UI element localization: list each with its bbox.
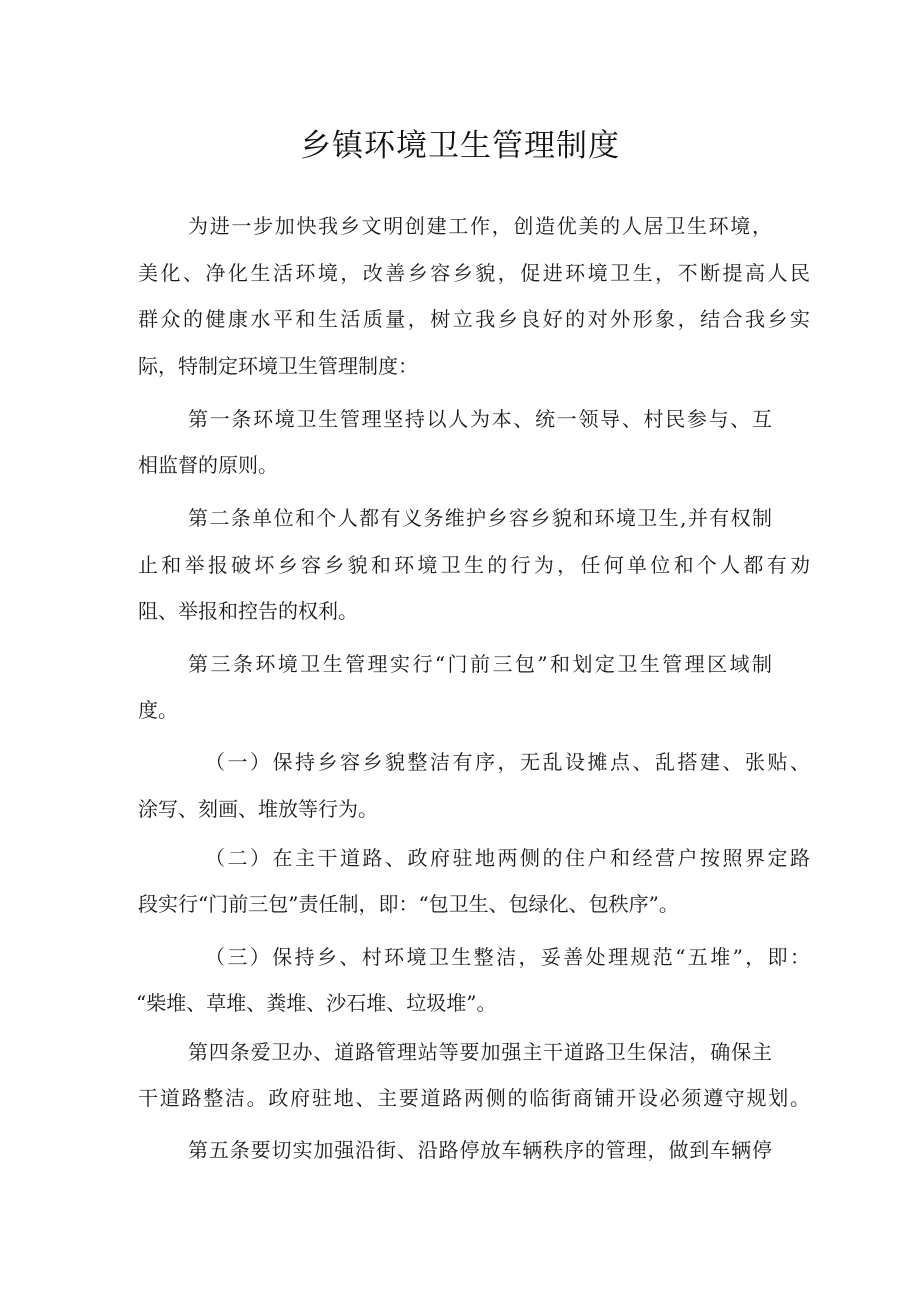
text-line: “柴堆、草堆、粪堆、沙石堆、垃圾堆”。 [136,991,497,1015]
text-line: 相监督的原则。 [138,453,278,477]
text-line: 为进一步加快我乡文明创建工作，创造优美的人居卫生环境， [188,214,772,238]
text-line: 阻、举报和控告的权利。 [138,599,358,623]
text-line: 第一条环境卫生管理坚持以人为本、统一领导、村民参与、互 [188,407,772,431]
text-line: 段实行“门前三包”责任制，即：“包卫生、包绿化、包秩序”。 [138,892,679,916]
text-line: 止和举报破坏乡容乡貌和环境卫生的行为，任何单位和个人都有劝 [138,553,810,577]
text-line: 涂写、刻画、堆放等行为。 [138,797,378,821]
text-line: 干道路整洁。政府驻地、主要道路两侧的临街商铺开设必须遵守规划。 [138,1086,810,1110]
text-line: 第四条爱卫办、道路管理站等要加强主干道路卫生保洁，确保主 [188,1040,772,1064]
text-line: （二）在主干道路、政府驻地两侧的住户和经营户按照界定路 [205,846,810,870]
text-line: （三）保持乡、村环境卫生整洁，妥善处理规范“五堆”，即： [205,945,810,969]
document-title: 乡镇环境卫生管理制度 [300,128,620,164]
text-line: 第五条要切实加强沿街、沿路停放车辆秩序的管理，做到车辆停 [188,1138,772,1162]
text-line: 第二条单位和个人都有义务维护乡容乡貌和环境卫生,并有权制 [188,506,772,530]
text-line: 际，特制定环境卫生管理制度： [138,354,418,378]
text-line: 第三条环境卫生管理实行“门前三包”和划定卫生管理区域制 [188,652,772,676]
text-line: （一）保持乡容乡貌整洁有序，无乱设摊点、乱搭建、张贴、 [205,750,810,774]
text-line: 度。 [138,698,178,722]
text-line: 美化、净化生活环境，改善乡容乡貌，促进环境卫生，不断提高人民 [138,261,810,285]
text-line: 群众的健康水平和生活质量，树立我乡良好的对外形象，结合我乡实 [138,307,810,331]
